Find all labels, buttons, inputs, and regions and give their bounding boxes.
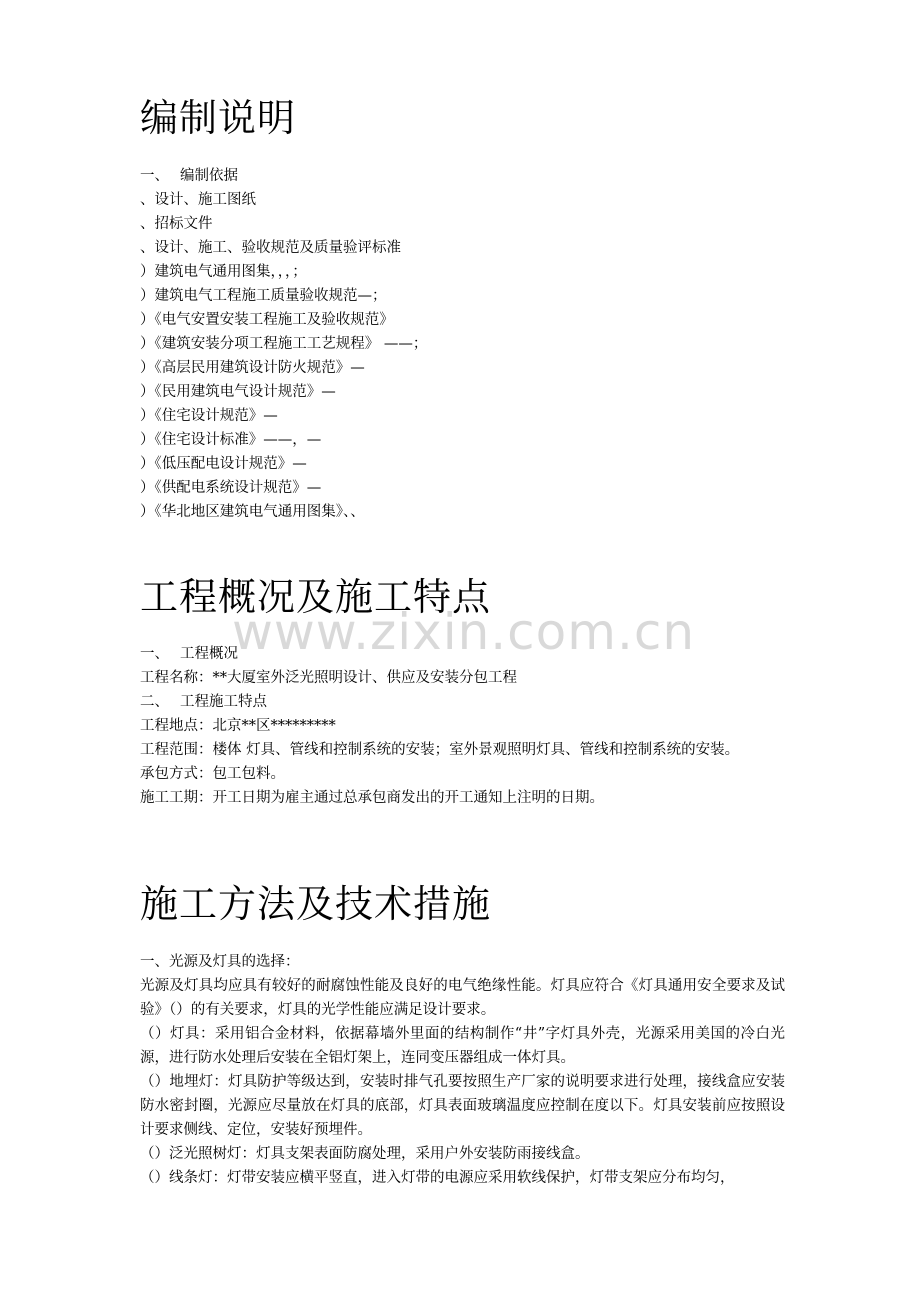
paragraph: （）灯具：采用铝合金材料，依据幕墙外里面的结构制作“井”字灯具外壳，光源采用美国的冷白光源，进行防水处理后安装在全铝灯架上，连同变压器组成一体灯具。 [140,1026,785,1066]
project-name: 工程名称：**大厦室外泛光照明设计、供应及安装分包工程 [140,670,517,686]
list-item: 、设计、施工图纸 [140,192,256,208]
list-item: 、设计、施工、验收规范及质量验评标准 [140,240,401,256]
section-title-construction-methods: 施工方法及技术措施 [140,882,492,926]
subheading: 一、 工程概况 [140,646,238,662]
list-item: 一、 编制依据 [140,168,238,184]
section-body-project-overview [140,642,785,810]
list-item: ）建筑电气工程施工质量验收规范—； [140,288,387,304]
paragraph: 光源及灯具均应具有较好的耐腐蚀性能及良好的电气绝缘性能。灯具应符合《灯具通用安全要求及试验》（）的有关要求，灯具的光学性能应满足设计要求。 [140,978,785,1018]
paragraph: （）线条灯：灯带安装应横平竖直，进入灯带的电源应采用软线保护，灯带支架应分布均匀， [140,1170,735,1186]
paragraph: （）泛光照树灯：灯具支架表面防腐处理，采用户外安装防雨接线盒。 [140,1146,590,1162]
project-location: 工程地点：北京**区********* [140,718,336,734]
section-title-project-overview: 工程概况及施工特点 [140,575,492,619]
subheading: 一、光源及灯具的选择： [140,954,300,970]
list-item: ）《建筑安装分项工程施工工艺规程》 ——； [140,336,428,352]
list-item: ）《民用建筑电气设计规范》— [140,384,336,400]
list-item: ）《电气安置安装工程施工及验收规范》 [140,312,394,328]
section-title-compilation-notes: 编制说明 [140,96,297,140]
list-item: ）《住宅设计标准》——，— [140,432,322,448]
paragraph: （）地埋灯：灯具防护等级达到，安装时排气孔要按照生产厂家的说明要求进行处理，接线盒应安装防水密封圈，光源应尽量放在灯具的底部，灯具表面玻璃温度应控制在度以下。灯具安装前应按照设计要求侧线、定位，安装好预埋件。 [140,1074,785,1138]
list-item: ）《供配电系统设计规范》— [140,480,322,496]
list-item: ）《住宅设计规范》— [140,408,278,424]
section-body-compilation-notes [140,164,427,524]
list-item: ）《低压配电设计规范》— [140,456,307,472]
list-item: ）建筑电气通用图集，，，； [140,264,307,280]
list-item: ）《华北地区建筑电气通用图集》、、 [140,504,365,520]
contract-mode: 承包方式：包工包料。 [140,766,285,782]
subheading: 二、 工程施工特点 [140,694,267,710]
list-item: 、招标文件 [140,216,213,232]
section-body-construction-methods [140,950,785,1190]
project-scope: 工程范围：楼体 灯具、管线和控制系统的安装；室外景观照明灯具、管线和控制系统的安装。 [140,742,740,758]
list-item: ）《高层民用建筑设计防火规范》— [140,360,365,376]
construction-period: 施工工期：开工日期为雇主通过总承包商发出的开工通知上注明的日期。 [140,790,604,806]
watermark: www.zixin.com.cn [232,603,696,661]
